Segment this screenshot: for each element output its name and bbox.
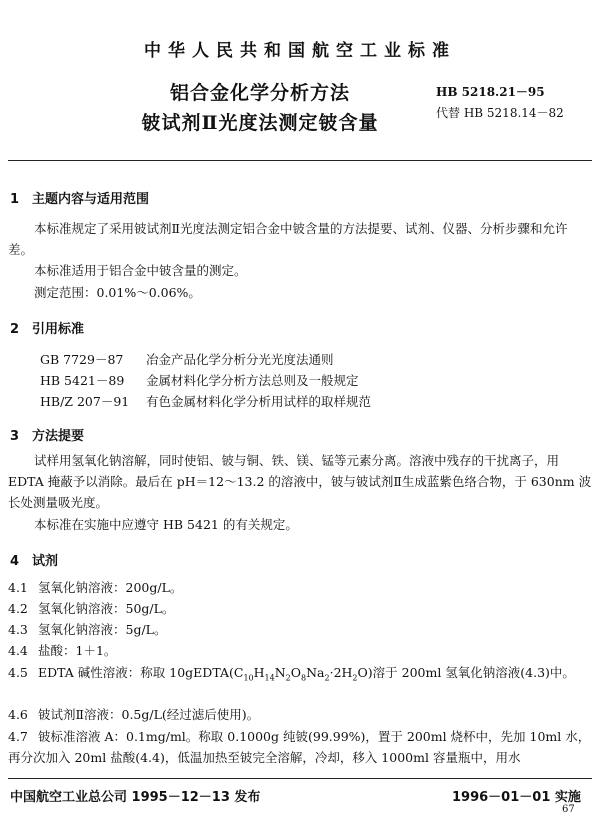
formula-subscript: 10	[243, 673, 254, 683]
section-3-para-2: 本标准在实施中应遵守 HB 5421 的有关规定。	[34, 517, 298, 532]
ref-code: HB 5421－89	[40, 373, 125, 388]
reagent-number: 4.5	[8, 665, 28, 680]
section-4-heading: 4 试剂	[10, 554, 59, 569]
section-2-heading: 2 引用标准	[10, 322, 85, 337]
effective-date: 1996－01－01 实施	[452, 790, 581, 805]
section-1-heading: 1 主题内容与适用范围	[10, 192, 150, 207]
section-3-heading: 3 方法提要	[10, 429, 85, 444]
reagent-text: 铍试剂Ⅱ溶液：0.5g/L(经过滤后使用)。	[38, 707, 260, 722]
reagent-item-4-6	[8, 705, 259, 723]
reagent-item	[8, 641, 116, 659]
formula-element: ·2H	[329, 665, 353, 680]
formula-element: H	[253, 665, 265, 680]
ref-code: HB/Z 207－91	[40, 394, 130, 409]
ref-title: 冶金产品化学分析分光光度法通则	[146, 352, 334, 367]
reagent-number: 4.2	[8, 601, 28, 616]
formula-subscript: 14	[264, 673, 275, 683]
reagent-number: 4.7	[8, 729, 28, 744]
reagent-text: 氢氧化钠溶液：5g/L。	[38, 622, 167, 637]
reagent-text: 氢氧化钠溶液：50g/L。	[38, 601, 175, 616]
formula-subscript: 8	[301, 673, 307, 683]
formula-element: N	[274, 665, 286, 680]
reagent-number: 4.6	[8, 707, 28, 722]
section-1-para-1: 本标准规定了采用铍试剂Ⅱ光度法测定铝合金中铍含量的方法提要、试剂、仪器、分析步骤和允许差。	[8, 221, 568, 257]
reagent-item	[8, 599, 174, 617]
reagent-number: 4.1	[8, 580, 28, 595]
formula-subscript: 2	[324, 673, 330, 683]
ref-title: 金属材料化学分析方法总则及一般规定	[146, 373, 359, 388]
title-line-2: 铍试剂Ⅱ光度法测定铍含量	[141, 112, 379, 134]
reagent-text: EDTA 碱性溶液：称取 10gEDTA(C	[38, 665, 244, 680]
page-number: 67	[562, 804, 575, 815]
reagent-text: O)溶于 200ml 氢氧化钠溶液(4.3)中。	[357, 665, 575, 680]
reagent-item	[8, 620, 166, 638]
standard-code: HB 5218.21－95	[436, 85, 545, 99]
title-line-1: 铝合金化学分析方法	[169, 82, 350, 104]
formula-element: Na	[306, 665, 325, 680]
reagent-item-4-7	[8, 726, 592, 768]
reagent-text: 盐酸：1＋1。	[38, 643, 117, 658]
formula-element: O	[290, 665, 302, 680]
ref-code: GB 7729－87	[40, 352, 124, 367]
section-1-para-2: 本标准适用于铝合金中铍含量的测定。	[34, 263, 247, 278]
footer-divider	[8, 778, 592, 779]
reagent-text: 铍标准溶液 A：0.1mg/ml。称取 0.1000g 纯铍(99.99%)，置于 200ml 烧杯中，先加 10ml 水，再分次加入 20ml 盐酸(4.4)，低温加热至铍完全溶解，冷却，移入 1000ml 容量瓶中，用水	[8, 729, 591, 765]
issue-info: 中国航空工业总公司 1995－12－13 发布	[10, 790, 261, 805]
reagent-number: 4.3	[8, 622, 28, 637]
formula-subscript: 2	[285, 673, 291, 683]
section-3-para-1: 试样用氢氧化钠溶解，同时使铝、铍与铜、铁、镁、锰等元素分离。溶液中残存的干扰离子，用 EDTA 掩蔽予以消除。最后在 pH＝12～13.2 的溶液中，铍与铍试剂Ⅱ生成蓝紫色络合物，于 630nm 波长处测量吸光度。	[8, 453, 592, 510]
header-divider	[8, 160, 592, 161]
replaces-code: 代替 HB 5218.14－82	[436, 106, 564, 120]
reagent-number: 4.4	[8, 643, 28, 658]
section-1-para-3: 测定范围：0.01%～0.06%。	[34, 285, 201, 300]
ref-title: 有色金属材料化学分析用试样的取样规范	[146, 394, 372, 409]
formula-subscript: 2	[352, 673, 358, 683]
reagent-item	[8, 578, 182, 596]
standard-org-header: 中华人民共和国航空工业标准	[144, 41, 456, 61]
reagent-item-4-5	[8, 662, 592, 689]
reagent-text: 氢氧化钠溶液：200g/L。	[38, 580, 183, 595]
